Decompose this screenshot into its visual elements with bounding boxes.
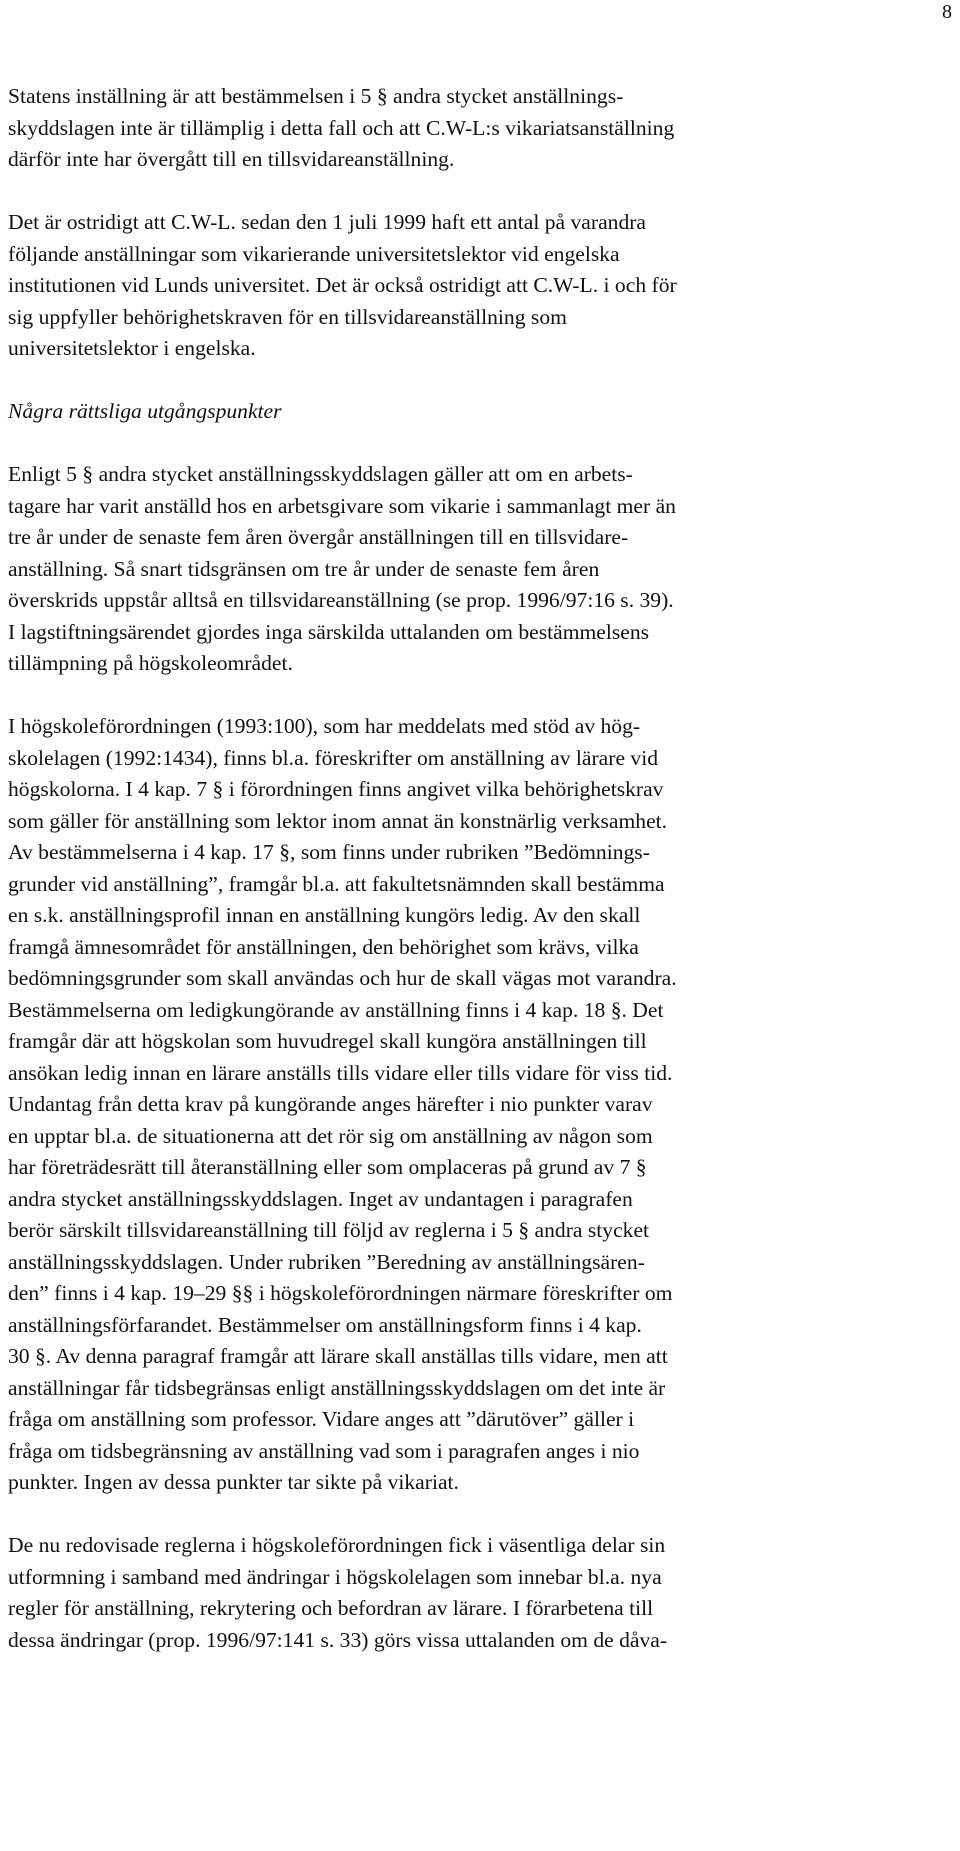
text-line: Bestämmelserna om ledigkungörande av anställning finns i 4 kap. 18 §. Det <box>8 997 664 1022</box>
text-line: framgår där att högskolan som huvudregel skall kungöra anställningen till <box>8 1029 647 1053</box>
text-line: regler för anställning, rekrytering och befordran av lärare. I förarbetena till <box>8 1596 654 1620</box>
text-line: anställningsskyddslagen. Under rubriken ”Beredning av anställningsären- <box>8 1249 645 1274</box>
text-line: anställningar får tidsbegränsas enligt anställningsskyddslagen om det inte är <box>8 1375 666 1400</box>
text-line: skolelagen (1992:1434), finns bl.a. föreskrifter om anställning av lärare vid <box>8 745 659 770</box>
paragraph-gap <box>8 176 938 208</box>
text-line: De nu redovisade reglerna i högskoleförordningen fick i väsentliga delar sin <box>8 1533 666 1557</box>
text-line: fråga om anställning som professor. Vidare anges att ”därutöver” gäller i <box>8 1407 635 1431</box>
text-line: punkter. Ingen av dessa punkter tar sikte på vikariat. <box>8 1470 459 1494</box>
paragraph <box>8 711 938 1499</box>
text-line: har företrädesrätt till återanställning eller som omplaceras på grund av 7 § <box>8 1155 647 1179</box>
text-line: sig uppfyller behörighetskraven för en tillsvidareanställning som <box>8 304 567 329</box>
text-line: skyddslagen inte är tillämplig i detta fall och att C.W-L:s vikariatsanställning <box>8 115 675 140</box>
paragraph <box>8 81 938 176</box>
text-line: Av bestämmelserna i 4 kap. 17 §, som finns under rubriken ”Bedömnings- <box>8 840 650 864</box>
text-line: tre år under de senaste fem åren övergår anställningen till en tillsvidare- <box>8 525 629 549</box>
text-line: överskrids uppstår alltså en tillsvidareanställning (se prop. 1996/97:16 s. 39). <box>8 588 674 612</box>
text-line: tagare har varit anställd hos en arbetsgivare som vikarie i sammanlagt mer än <box>8 493 676 518</box>
section-heading <box>8 396 938 428</box>
paragraph <box>8 1530 938 1656</box>
text-line: anställning. Så snart tidsgränsen om tre år under de senaste fem åren <box>8 556 600 581</box>
text-line: universitetslektor i engelska. <box>8 336 256 360</box>
text-line: Det är ostridigt att C.W-L. sedan den 1 juli 1999 haft ett antal på varandra <box>8 210 647 234</box>
text-line: högskolorna. I 4 kap. 7 § i förordningen finns angivet vilka behörighetskrav <box>8 777 664 801</box>
text-line: utformning i samband med ändringar i högskolelagen som innebar bl.a. nya <box>8 1564 662 1589</box>
text-line: Statens inställning är att bestämmelsen i 5 § andra stycket anställnings- <box>8 84 624 108</box>
document-body <box>8 81 938 1656</box>
paragraph <box>8 459 938 680</box>
text-line: grunder vid anställning”, framgår bl.a. att fakultetsnämnden skall bestämma <box>8 871 665 896</box>
text-line: 30 §. Av denna paragraf framgår att lärare skall anställas tills vidare, men att <box>8 1344 668 1368</box>
text-line: berör särskilt tillsvidareanställning till följd av reglerna i 5 § andra stycket <box>8 1218 650 1242</box>
paragraph-gap <box>8 365 938 397</box>
heading-line: Några rättsliga utgångspunkter <box>8 399 282 423</box>
text-line: andra stycket anställningsskyddslagen. Inget av undantagen i paragrafen <box>8 1186 633 1211</box>
text-line: institutionen vid Lunds universitet. Det är också ostridigt att C.W-L. i och för <box>8 273 677 297</box>
text-line: Enligt 5 § andra stycket anställningsskyddslagen gäller att om en arbets- <box>8 462 633 486</box>
text-line: den” finns i 4 kap. 19–29 §§ i högskoleförordningen närmare föreskrifter om <box>8 1281 673 1305</box>
text-line: anställningsförfarandet. Bestämmelser om anställningsform finns i 4 kap. <box>8 1312 642 1337</box>
paragraph-gap <box>8 680 938 712</box>
text-line: framgå ämnesområdet för anställningen, den behörighet som krävs, vilka <box>8 934 639 959</box>
text-line: ansökan ledig innan en lärare anställs tills vidare eller tills vidare för viss tid. <box>8 1060 673 1085</box>
paragraph <box>8 207 938 365</box>
text-line: fråga om tidsbegränsning av anställning vad som i paragrafen anges i nio <box>8 1438 640 1463</box>
text-line: som gäller för anställning som lektor inom annat än konstnärlig verksamhet. <box>8 808 668 833</box>
text-line: följande anställningar som vikarierande universitetslektor vid engelska <box>8 241 620 266</box>
text-line: I högskoleförordningen (1993:100), som har meddelats med stöd av hög- <box>8 714 641 738</box>
page-number: 8 <box>942 1 952 23</box>
paragraph-gap <box>8 1499 938 1531</box>
text-line: bedömningsgrunder som skall användas och hur de skall vägas mot varandra. <box>8 966 677 990</box>
text-line: Undantag från detta krav på kungörande anges härefter i nio punkter varav <box>8 1092 653 1116</box>
text-line: I lagstiftningsärendet gjordes inga särskilda uttalanden om bestämmelsens <box>8 619 650 644</box>
paragraph-gap <box>8 428 938 460</box>
text-line: därför inte har övergått till en tillsvidareanställning. <box>8 147 455 171</box>
text-line: tillämpning på högskoleområdet. <box>8 651 293 675</box>
text-line: en s.k. anställningsprofil innan en anställning kungörs ledig. Av den skall <box>8 903 641 927</box>
text-line: en upptar bl.a. de situationerna att det rör sig om anställning av någon som <box>8 1123 653 1148</box>
text-line: dessa ändringar (prop. 1996/97:141 s. 33) görs vissa uttalanden om de dåva- <box>8 1627 668 1652</box>
